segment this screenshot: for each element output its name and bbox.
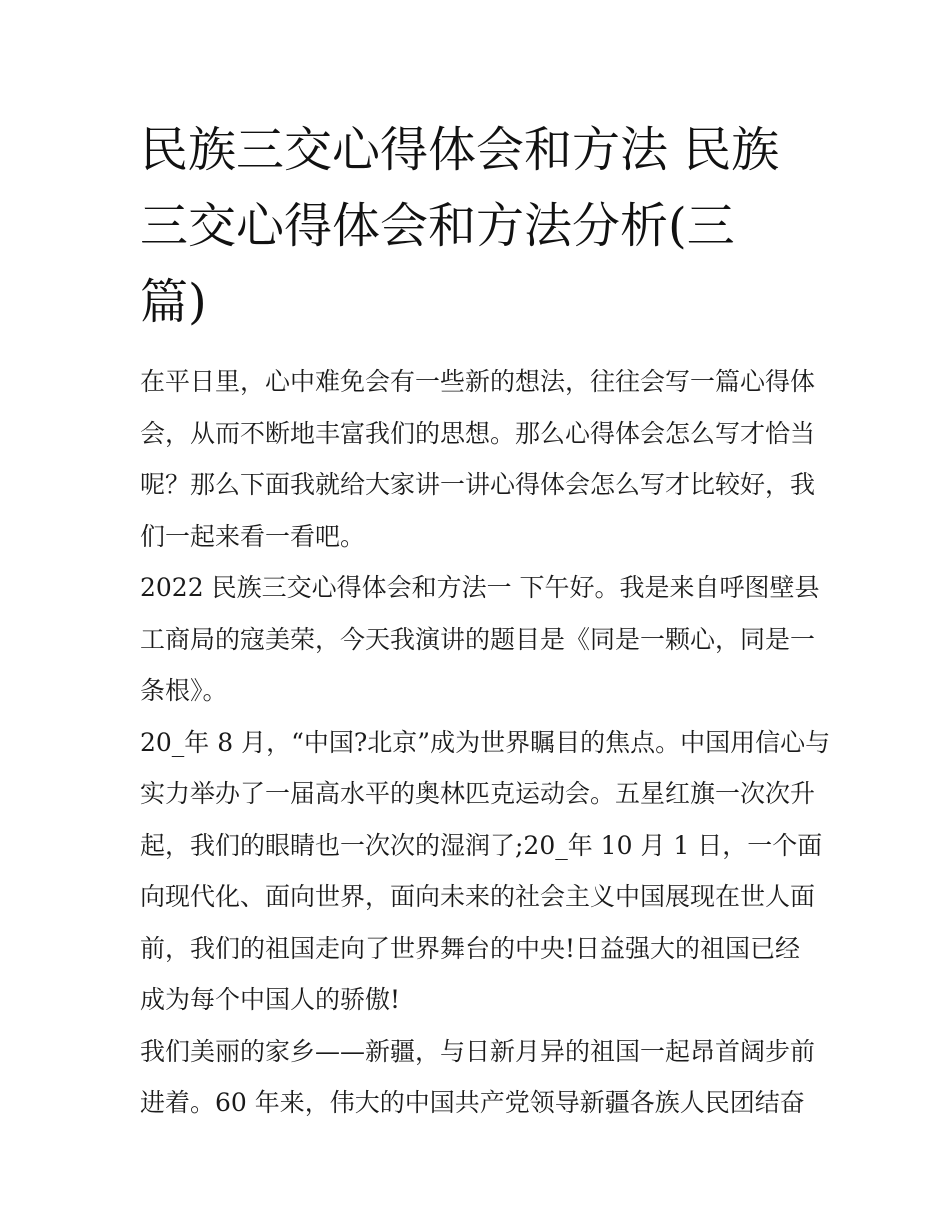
text-line: 成为每个中国人的骄傲! — [140, 985, 401, 1014]
title-line: 民族三交心得体会和方法 民族 — [140, 122, 780, 178]
text-line: 我们美丽的家乡——新疆，与日新月异的祖国一起昂首阔步前 — [140, 1036, 816, 1066]
text-line: 前，我们的祖国走向了世界舞台的中央!日益强大的祖国已经 — [140, 933, 801, 963]
text-line: 向现代化、面向世界，面向未来的社会主义中国展现在世人面 — [140, 882, 816, 911]
text-line: 实力举办了一届高水平的奥林匹克运动会。五星红旗一次次升 — [140, 779, 816, 808]
title-line: 三交心得体会和方法分析(三 — [140, 198, 735, 254]
paragraph-xinjiang — [140, 1026, 820, 1129]
text-line: 起，我们的眼睛也一次次的湿润了;20_年 10 月 1 日，一个面 — [140, 830, 823, 860]
document-title — [140, 112, 820, 340]
text-line: 会，从而不断地丰富我们的思想。那么心得体会怎么写才恰当 — [140, 418, 816, 448]
text-line: 在平日里，心中难免会有一些新的想法，往往会写一篇心得体 — [140, 367, 816, 396]
text-line: 工商局的寇美荣，今天我演讲的题目是《同是一颗心，同是一 — [140, 624, 816, 654]
text-line: 20_年 8 月，“中国?北京”成为世界瞩目的焦点。中国用信心与 — [140, 727, 831, 757]
text-line: 条根》。 — [140, 676, 228, 705]
text-line: 们一起来看一看吧。 — [140, 521, 366, 551]
paragraph-olympics — [140, 717, 831, 1026]
text-line: 进着。60 年来，伟大的中国共产党领导新疆各族人民团结奋 — [140, 1088, 805, 1117]
text-line: 呢？那么下面我就给大家讲一讲心得体会怎么写才比较好，我 — [140, 470, 816, 499]
document-body — [140, 356, 831, 1129]
title-line: 篇) — [140, 274, 207, 330]
text-line: 2022 民族三交心得体会和方法一 下午好。我是来自呼图壁县 — [140, 573, 820, 602]
paragraph-intro — [140, 356, 820, 562]
paragraph-speech-opening — [140, 562, 820, 717]
